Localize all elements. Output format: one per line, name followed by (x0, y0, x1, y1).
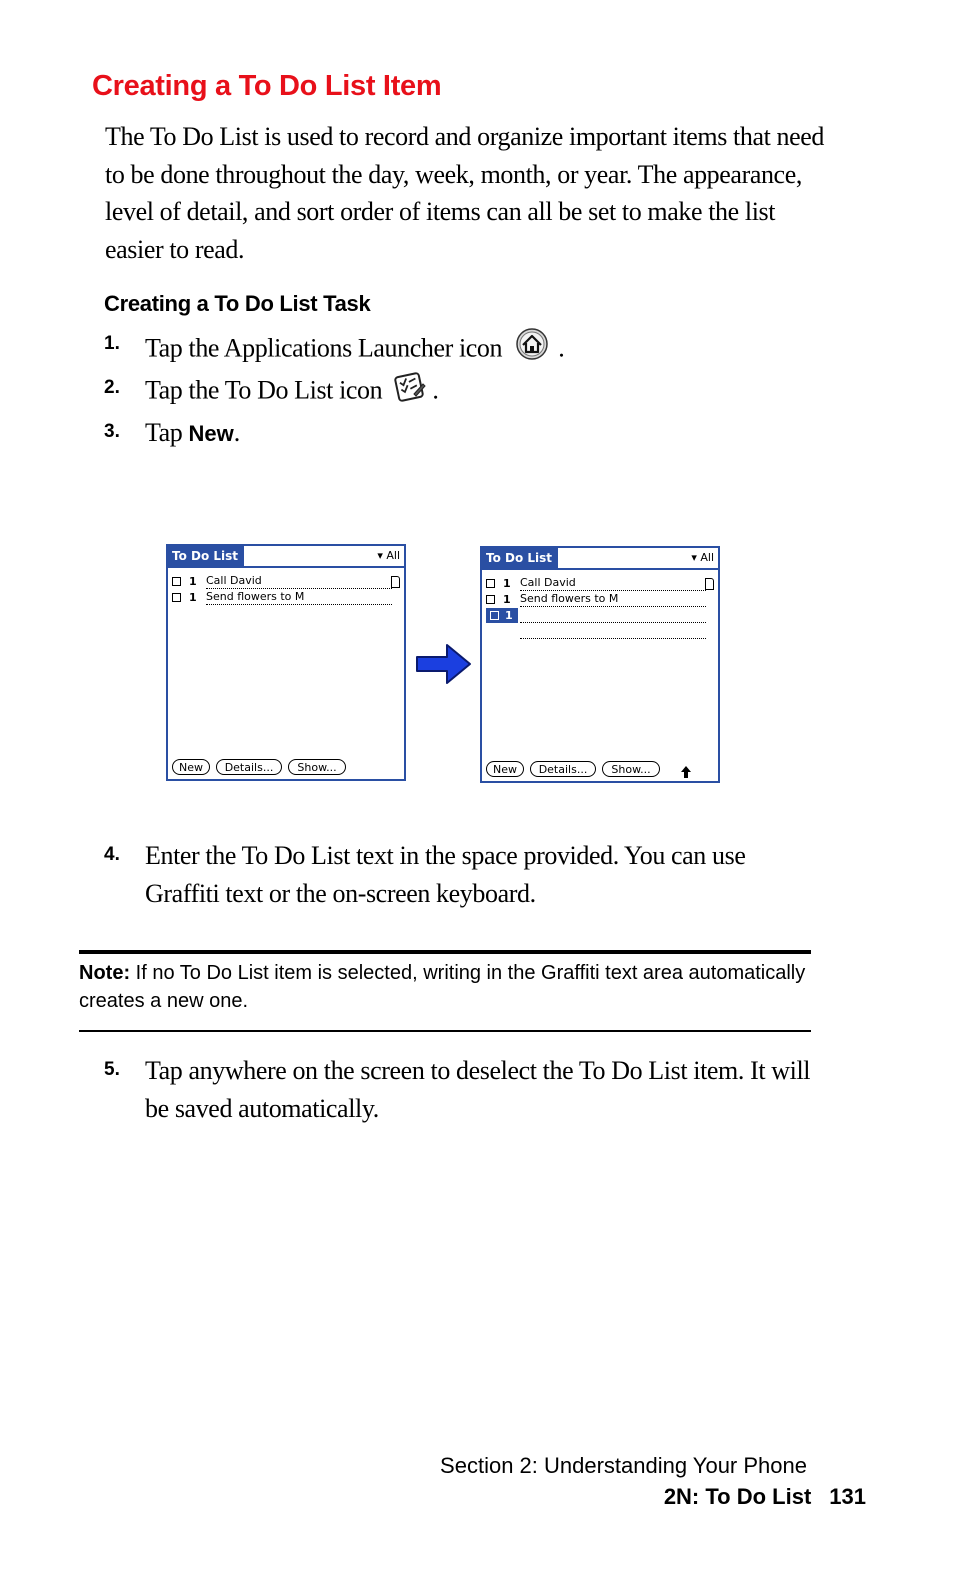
step-text: Tap anywhere on the screen to deselect the To Do List item. It will be saved automatically. (145, 1056, 811, 1123)
category-label: All (700, 551, 714, 564)
show-button[interactable]: Show... (288, 759, 346, 775)
note-icon[interactable] (391, 576, 400, 588)
step-text-after: . (432, 375, 439, 405)
screen-titlebar (168, 546, 404, 568)
list-item[interactable] (486, 576, 714, 592)
checkbox[interactable] (486, 579, 495, 588)
priority: 1 (505, 609, 513, 622)
priority: 1 (503, 577, 511, 590)
priority: 1 (189, 575, 197, 588)
list-item-selected[interactable] (486, 608, 714, 624)
intro-paragraph: The To Do List is used to record and organize important items that need to be done throughout the day, week, month, or year. The appearance, level of detail, and sort order of items can all be set to make the list easier to read. (105, 122, 825, 264)
task-subheading: Creating a To Do List Task (104, 291, 371, 316)
step-text-after: . (233, 418, 240, 447)
new-button-ref: New (188, 421, 234, 446)
category-selector[interactable]: ▾ All (377, 549, 400, 562)
home-icon (512, 326, 554, 375)
step-text: Tap (145, 418, 183, 447)
right-arrow-icon (414, 641, 474, 692)
details-button[interactable]: Details... (530, 761, 596, 777)
note-rule-bottom (79, 1030, 811, 1032)
step-text: Enter the To Do List text in the space provided. You can use Graffiti text or the on-screen keyboard. (145, 841, 746, 908)
step-text: Tap the To Do List icon (145, 375, 383, 405)
step-text: Tap the Applications Launcher icon (145, 333, 503, 363)
list-item[interactable] (486, 592, 714, 608)
section-heading: Creating a To Do List Item (92, 70, 442, 102)
step-text-after: . (558, 333, 565, 363)
new-button[interactable]: New (172, 759, 210, 775)
note-icon[interactable] (705, 578, 714, 590)
page-number: 131 (829, 1484, 866, 1509)
item-text-input[interactable] (520, 608, 706, 623)
footer-section: Section 2: Understanding Your Phone (440, 1453, 807, 1478)
item-text: Call David (206, 574, 392, 589)
note-box (79, 959, 819, 1015)
category-label: All (386, 549, 400, 562)
shift-up-arrow-icon (680, 764, 692, 778)
category-selector[interactable]: ▾ All (691, 551, 714, 564)
list-item[interactable] (172, 574, 400, 590)
details-button[interactable]: Details... (216, 759, 282, 775)
todo-screen-after (480, 546, 720, 783)
step-number: 4. (104, 844, 120, 865)
screen-title: To Do List (168, 546, 244, 566)
step-number: 2. (104, 377, 120, 398)
todo-screen-before (166, 544, 406, 781)
screen-title: To Do List (482, 548, 558, 568)
footer-chapter (664, 1484, 866, 1510)
empty-line (486, 624, 714, 640)
checkbox[interactable] (172, 593, 181, 602)
item-text: Send flowers to M (206, 590, 392, 605)
selected-checkbox[interactable] (486, 608, 518, 623)
note-rule-top (79, 950, 811, 954)
step-number: 1. (104, 333, 120, 354)
note-text: If no To Do List item is selected, writing in the Graffiti text area automatically creates a new one. (79, 962, 806, 1012)
new-button[interactable]: New (486, 761, 524, 777)
step-number: 5. (104, 1059, 120, 1080)
priority: 1 (189, 591, 197, 604)
list-item[interactable] (172, 590, 400, 606)
note-label: Note: (79, 962, 131, 984)
item-text: Call David (520, 576, 706, 591)
screen-titlebar (482, 548, 718, 570)
checkbox[interactable] (486, 595, 495, 604)
step-number: 3. (104, 421, 120, 442)
show-button[interactable]: Show... (602, 761, 660, 777)
item-text: Send flowers to M (520, 592, 706, 607)
chapter-title: 2N: To Do List (663, 1484, 812, 1509)
priority: 1 (503, 593, 511, 606)
todo-list-icon (392, 370, 428, 415)
checkbox[interactable] (172, 577, 181, 586)
